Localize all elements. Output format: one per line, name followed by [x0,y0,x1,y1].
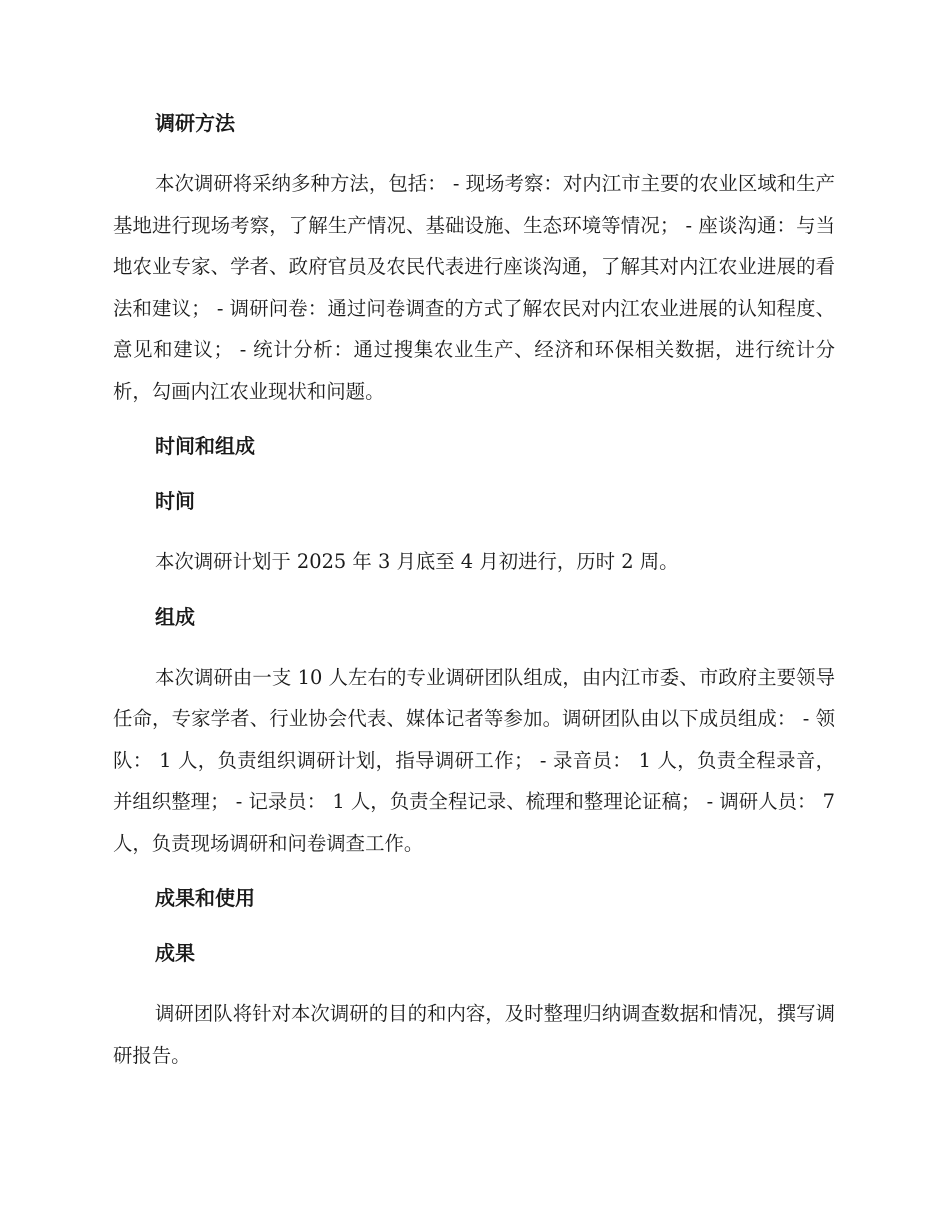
heading-results-and-use: 成果和使用 [155,886,255,910]
heading-composition: 组成 [155,604,195,629]
paragraph-time: 本次调研计划于 2025 年 3 月底至 4 月初进行，历时 2 周。 [155,550,679,573]
heading-time: 时间 [155,489,195,513]
heading-results: 成果 [155,941,195,965]
paragraph-results: 调研团队将针对本次调研的目的和内容，及时整理归纳调查数据和情况，撰写调研报告。 [113,1002,835,1067]
heading-research-methods: 调研方法 [155,111,235,135]
paragraph-research-methods: 本次调研将采纳多种方法，包括： - 现场考察：对内江市主要的农业区域和生产基地进行现场考察，了解生产情况、基础设施、生态环境等情况； - 座谈沟通：与当地农业专家、学者、政府官员及农民代表进行座谈沟通，了解其对内江农业进展的看法和建议； - 调研问卷：通过问卷调查的方式了解农民对内江农业进展的认知程度、意见和建议； - 统计分析：通过搜集农业生产、经济和环保相关数据，进行统计分析，勾画内江农业现状和问题。 [113,172,835,403]
paragraph-composition: 本次调研由一支 10 人左右的专业调研团队组成，由内江市委、市政府主要领导任命，专家学者、行业协会代表、媒体记者等参加。调研团队由以下成员组成： - 领队： 1 人，负责组织调研计划，指导调研工作； - 录音员： 1 人，负责全程录音，并组织整理； - 记录员： 1 人，负责全程记录、梳理和整理论证稿； - 调研人员： 7 人，负责现场调研和问卷调查工作。 [113,665,835,855]
heading-time-and-composition: 时间和组成 [155,434,255,458]
document-body [113,108,835,1095]
